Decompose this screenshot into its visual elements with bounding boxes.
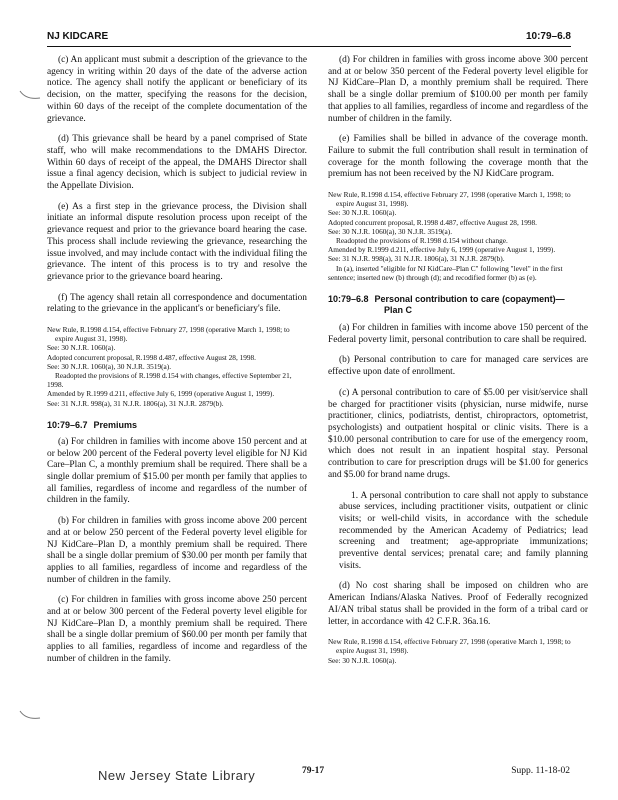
running-header	[47, 30, 571, 47]
header-chapter-title: NJ KIDCARE	[47, 31, 109, 42]
history-line: Readopted the provisions of R.1998 d.154 without change.	[336, 236, 508, 246]
history-line: New Rule, R.1998 d.154, effective February 27, 1998 (operative March 1, 1998; to expire August 31, 1998).	[328, 637, 571, 656]
paragraph: 1. A personal contribution to care shall not apply to substance abuse services, including practitioner visits, outpatient or clinic visits; or well-child visits, in accordance with the schedule recommended by the American Academy of Pediatrics; lead screening and treatment; age-appropriate immunizations; preventive dental services; prenatal care; and family planning visits.	[339, 490, 588, 571]
section-title-continued: Plan C	[384, 305, 413, 316]
paragraph: (d) This grievance shall be heard by a panel comprised of State staff, who will make recommendations to the DMAHS Director. Within 60 days of receipt of the appeal, the DMAHS Director shall issue a final agency decision, which is subject to judicial review in the Appellate Division.	[47, 134, 307, 192]
left-column	[47, 55, 307, 675]
paragraph: (a) For children in families with income above 150 percent and at or below 200 percent of the Federal poverty level eligible for NJ Kid Care–Plan C, a monthly premium shall be required. There shall be a single dollar premium of $15.00 per month per family that applies to all families, regardless of income and regardless of the number of children in the family.	[47, 436, 307, 506]
supplement-date: Supp. 11-18-02	[511, 766, 570, 776]
history-line: Amended by R.1999 d.211, effective July 6, 1999 (operative August 1, 1999).	[47, 389, 275, 399]
paragraph: (f) The agency shall retain all correspondence and documentation relating to the grievance in the applicant's or beneficiary's file.	[47, 292, 307, 315]
margin-mark-icon	[18, 88, 44, 104]
page-number: 79-17	[302, 766, 325, 776]
history-line: Amended by R.1999 d.211, effective July 6, 1999 (operative August 1, 1999).	[328, 245, 556, 255]
history-line: New Rule, R.1998 d.154, effective February 27, 1998 (operative March 1, 1998; to expire August 31, 1998).	[328, 190, 571, 209]
history-line: Adopted concurrent proposal, R.1998 d.487, effective August 28, 1998.	[328, 217, 538, 227]
section-heading	[47, 420, 307, 430]
section-number: 10:79–6.8	[328, 294, 369, 305]
history-line: See: 31 N.J.R. 998(a), 31 N.J.R. 1806(a), 31 N.J.R. 2879(b).	[328, 254, 505, 264]
paragraph: (a) For children in families with income above 150 percent of the Federal poverty limit, personal contribution to care shall be required.	[328, 323, 588, 345]
section-title: Personal contribution to care (copayment)—	[374, 294, 565, 305]
page-footer	[0, 766, 618, 786]
history-line: Adopted concurrent proposal, R.1998 d.487, effective August 28, 1998.	[47, 352, 257, 362]
paragraph: (b) Personal contribution to care for managed care services are effective upon date of enrollment.	[328, 355, 588, 378]
paragraph: (e) As a first step in the grievance process, the Division shall initiate an informal dispute resolution process upon receipt of the grievance request and prior to the grievance board hearing the case. This process shall include reviewing the grievance, researching the issue involved, and may include contact with the individual filing the grievance. The intent of this process is to try and resolve the grievance prior to the grievance board hearing.	[47, 201, 307, 282]
library-stamp: New Jersey State Library	[98, 768, 256, 783]
history-note	[328, 190, 588, 282]
paragraph: (e) Families shall be billed in advance of the coverage month. Failure to submit the full contribution shall result in termination of coverage for the month following the coverage month that the premium has not been received by the NJ KidCare program.	[328, 134, 588, 180]
history-note	[328, 637, 588, 665]
history-line: In (a), inserted "eligible for NJ KidCare–Plan C" following "level" in the first sentence; inserted new (b) through (d); and recodified former (b) as (e).	[328, 263, 563, 282]
history-line: See: 31 N.J.R. 998(a), 31 N.J.R. 1806(a), 31 N.J.R. 2879(b).	[47, 398, 224, 408]
history-note	[47, 325, 307, 408]
history-line: See: 30 N.J.R. 1060(a).	[328, 655, 397, 665]
section-number: 10:79–6.7	[47, 419, 88, 430]
header-section-range: 10:79–6.8	[525, 31, 571, 42]
history-line: See: 30 N.J.R. 1060(a).	[47, 343, 116, 353]
history-line: See: 30 N.J.R. 1060(a).	[328, 208, 397, 218]
section-title: Premiums	[93, 419, 138, 430]
history-line: See: 30 N.J.R. 1060(a), 30 N.J.R. 3519(a).	[328, 226, 453, 236]
paragraph: (c) For children in families with gross income above 250 percent and at or below 300 percent of the Federal poverty level eligible for NJ KidCare–Plan D, a monthly premium shall be required. There shall be a single dollar premium of $60.00 per month per family that applies to all families, regardless of income and regardless of the number of children in the family.	[47, 595, 307, 664]
paragraph: (d) For children in families with gross income above 300 percent and at or below 350 percent of the Federal poverty level eligible for NJ KidCare–Plan D, a monthly premium shall be required. There shall be a single dollar premium of $100.00 per month per family that applies to all families, regardless of income and regardless of the number of children in the family.	[328, 55, 588, 124]
history-line: New Rule, R.1998 d.154, effective February 27, 1998 (operative March 1, 1998; to expire August 31, 1998).	[47, 325, 290, 344]
margin-mark-icon	[18, 708, 44, 724]
section-heading	[328, 294, 588, 316]
history-line: See: 30 N.J.R. 1060(a), 30 N.J.R. 3519(a).	[47, 361, 172, 371]
paragraph: (c) An applicant must submit a description of the grievance to the agency in writing within 20 days of the date of the adverse action notice. The agency shall notify the applicant or beneficiary of its decision, on the matter, specifying the reasons for the decision, within 60 days of the receipt of the complete documentation of the grievance.	[47, 55, 307, 124]
paragraph: (b) For children in families with gross income above 200 percent and at or below 250 percent of the Federal poverty level eligible for NJ KidCare–Plan D, a monthly premium shall be required. There shall be a single dollar premium of $30.00 per month per family that applies to all families, regardless of income and regardless of the number of children in the family.	[47, 516, 307, 585]
right-column	[328, 55, 588, 677]
paragraph: (d) No cost sharing shall be imposed on children who are American Indians/Alaska Natives. Proof of Federally recognized AI/AN tribal status shall be provided in the form of a tribal card or letter, in accordance with 42 C.F.R. 36a.16.	[328, 581, 588, 627]
paragraph: (c) A personal contribution to care of $5.00 per visit/service shall be charged for practitioner visits (physician, nurse midwife, nurse practitioner, clinics, podiatrists, dentist, chiropractors, optometrist, psychologists) and outpatient hospital or clinic visits. There is a $10.00 personal contribution to care for use of the emergency room, which does not result in an inpatient hospital stay. Personal contribution to care for prescription drugs will be $1.00 for generics and $5.00 for brand name drugs.	[328, 387, 588, 480]
numbered-item	[328, 491, 588, 573]
history-line: Readopted the provisions of R.1998 d.154 with changes, effective September 21, 1998.	[47, 371, 292, 390]
